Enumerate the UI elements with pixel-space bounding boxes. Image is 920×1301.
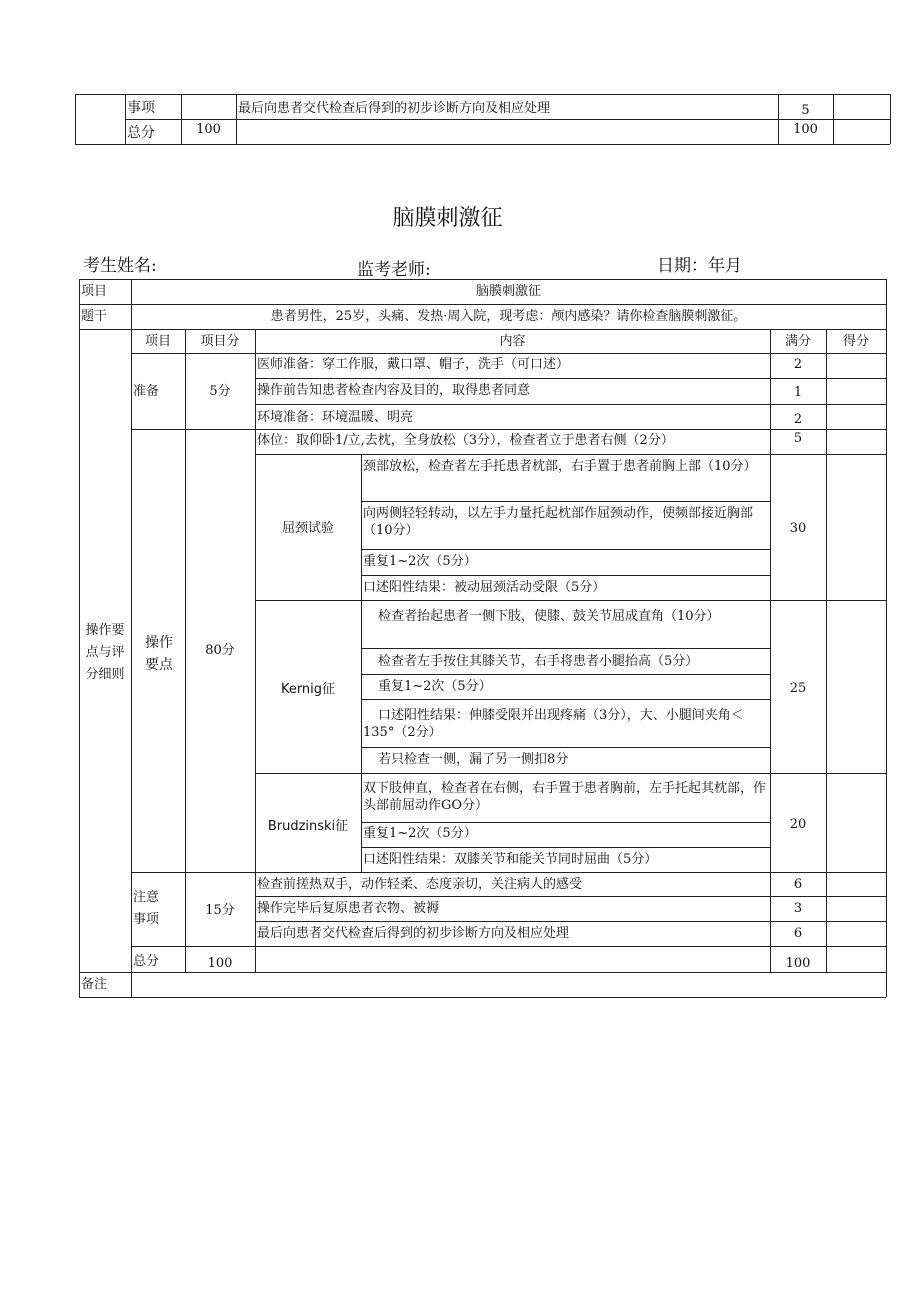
date-label: 日期：年月 — [657, 256, 742, 276]
kernig-row-4: 口述阳性结果：伸膝受限并出现疼痛（3分），大、小腿间夹角＜135°（2分） — [363, 708, 744, 740]
notes-row-3-full: 6 — [793, 926, 803, 941]
kernig-label: Kernig征 — [280, 682, 336, 697]
notes-row-2-full: 3 — [793, 901, 803, 916]
neck-row-2: 向两侧轻轻转动，以左手力量托起枕部作屈颈动作，使频部接近胸部（10分） — [363, 506, 754, 538]
prep-row-1-full: 2 — [793, 357, 803, 372]
row-tigan-value: 患者男性，25岁，头痛、发热·周入院，现考虑：颅内感染？请你检查脑膜刺激征。 — [270, 309, 747, 324]
col-header-content: 内容 — [499, 334, 526, 349]
brudzinski-full: 20 — [789, 817, 807, 832]
neck-row-4: 口述阳性结果：被动屈颈活动受限（5分） — [363, 580, 606, 595]
top-label-shixiang: 事项 — [127, 100, 155, 116]
notes-row-1-text: 检查前搓热双手，动作轻柔、态度亲切，关注病人的感受 — [257, 877, 583, 892]
section-label: 操作要点与评分细则 — [85, 623, 125, 682]
notes-label: 注意事项 — [133, 890, 160, 927]
position-full: 5 — [793, 431, 803, 446]
prep-label: 准备 — [133, 384, 160, 399]
row-xiangmu-value: 脑膜刺激征 — [475, 284, 541, 299]
notes-row-2-text: 操作完毕后复原患者衣物、被褥 — [257, 901, 440, 916]
total-score: 100 — [207, 956, 233, 971]
position-text: 体位：取仰卧1/立,去枕，全身放松（3分），检查者立于患者右侧（2分） — [257, 433, 674, 448]
neck-row-1: 颈部放松，检查者左手托患者枕部，右手置于患者前胸上部（10分） — [363, 459, 757, 474]
notes-score: 15分 — [205, 903, 235, 918]
examiner-label: 监考老师: — [357, 260, 431, 280]
prep-row-1-text: 医师准备：穿工作服，戴口罩、帽子，洗手（可口述） — [257, 357, 570, 372]
prep-row-2-full: 1 — [793, 385, 803, 400]
prep-row-2-text: 操作前告知患者检查内容及目的，取得患者同意 — [257, 383, 531, 398]
kernig-row-1: 检查者抬起患者一侧下肢，使膝、鼓关节屈成直角（10分） — [378, 609, 720, 624]
prep-row-3-full: 2 — [793, 412, 803, 427]
brudzinski-label: Brudzinski征 — [267, 819, 349, 834]
page-title: 脑膜刺激征 — [392, 206, 503, 231]
prep-score: 5分 — [209, 384, 231, 399]
top-item-text: 最后向患者交代检查后得到的初步诊断方向及相应处理 — [238, 101, 551, 116]
notes-row-1-full: 6 — [793, 877, 803, 892]
notes-row-3-text: 最后向患者交代检查后得到的初步诊断方向及相应处理 — [257, 926, 570, 941]
top-label-zongfen: 总分 — [127, 125, 155, 141]
kernig-row-5: 若只检查一侧，漏了另一侧扣8分 — [378, 752, 569, 767]
top-item-score: 5 — [801, 103, 810, 118]
row-xiangmu-label: 项目 — [81, 284, 108, 299]
top-total-right: 100 — [793, 122, 818, 137]
brudzinski-row-2: 重复1~2次（5分） — [363, 826, 477, 841]
brudzinski-row-1: 双下肢伸直，检查者在右侧，右手置于患者胸前，左手托起其枕部，作头部前屈动作GO分） — [363, 781, 767, 813]
ops-score: 80分 — [205, 643, 235, 658]
remarks-label: 备注 — [81, 977, 108, 992]
col-header-item-score: 项目分 — [200, 334, 240, 349]
prep-row-3-text: 环境准备：环境温暖、明亮 — [257, 410, 414, 425]
row-tigan-label: 题干 — [81, 309, 108, 324]
col-header-got: 得分 — [842, 334, 869, 349]
neck-test-full: 30 — [789, 521, 807, 536]
neck-row-3: 重复1~2次（5分） — [363, 554, 477, 569]
student-name-label: 考生姓名: — [83, 256, 157, 276]
kernig-row-3: 重复1~2次（5分） — [378, 679, 492, 694]
total-full: 100 — [785, 956, 811, 971]
top-total-left: 100 — [196, 122, 221, 137]
kernig-row-2: 检查者左手按住其膝关节，右手将患者小腿抬高（5分） — [378, 654, 699, 669]
col-header-item: 项目 — [144, 334, 171, 349]
neck-test-label: 屈颈试验 — [281, 521, 334, 536]
total-label: 总分 — [133, 954, 160, 969]
kernig-full: 25 — [789, 681, 807, 696]
col-header-full: 满分 — [784, 334, 811, 349]
brudzinski-row-3: 口述阳性结果：双膝关节和能关节同时屈曲（5分） — [363, 852, 658, 867]
ops-label: 操作要点 — [145, 635, 173, 673]
